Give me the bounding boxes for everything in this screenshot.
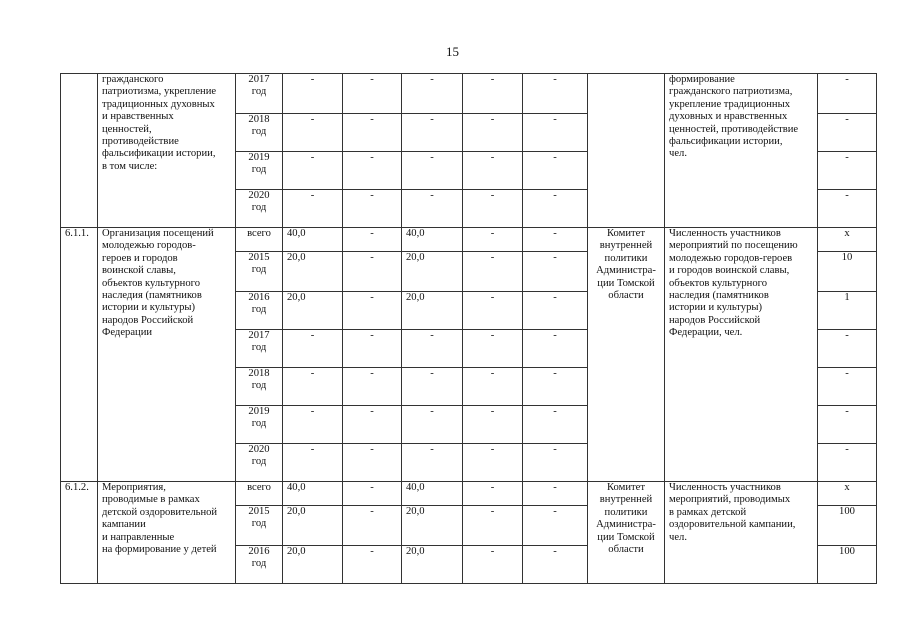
row-number: 6.1.2.: [61, 482, 98, 584]
indicator-value: -: [818, 406, 877, 444]
indicator-name: формирование гражданского патриотизма, укрепление традиционных духовных и нравственных ценностей, противодействие фальсификации истории, чел.: [665, 74, 818, 228]
funding-value: -: [343, 368, 402, 406]
funding-value: -: [463, 252, 523, 292]
funding-value: -: [463, 292, 523, 330]
indicator-value: -: [818, 368, 877, 406]
funding-value: -: [343, 506, 402, 546]
funding-value: -: [523, 482, 588, 506]
funding-value: -: [523, 74, 588, 114]
funding-value: -: [343, 546, 402, 584]
funding-value: -: [463, 368, 523, 406]
table-row: [61, 74, 877, 114]
year-cell: 2016 год: [236, 546, 283, 584]
funding-value: 20,0: [283, 292, 343, 330]
year-cell: 2018 год: [236, 368, 283, 406]
funding-value: -: [343, 482, 402, 506]
funding-value: -: [283, 368, 343, 406]
funding-value: -: [283, 444, 343, 482]
funding-value: -: [343, 252, 402, 292]
funding-value: -: [402, 368, 463, 406]
table-row: [61, 482, 877, 506]
program-table: [60, 73, 877, 584]
funding-value: -: [463, 546, 523, 584]
funding-value: 20,0: [402, 252, 463, 292]
year-cell: 2015 год: [236, 506, 283, 546]
funding-value: -: [343, 330, 402, 368]
year-cell: 2020 год: [236, 444, 283, 482]
indicator-value: -: [818, 190, 877, 228]
indicator-value: -: [818, 152, 877, 190]
funding-value: -: [523, 114, 588, 152]
year-cell: 2018 год: [236, 114, 283, 152]
indicator-value: 100: [818, 506, 877, 546]
indicator-value: 100: [818, 546, 877, 584]
page-number: 15: [446, 44, 459, 59]
funding-value: -: [463, 406, 523, 444]
funding-value: 40,0: [283, 482, 343, 506]
executor: [588, 74, 665, 228]
indicator-value: -: [818, 114, 877, 152]
funding-value: -: [343, 190, 402, 228]
funding-value: -: [463, 228, 523, 252]
year-cell: 2019 год: [236, 406, 283, 444]
funding-value: -: [463, 482, 523, 506]
funding-value: -: [343, 114, 402, 152]
executor: Комитет внутренней политики Администра- ции Томской области: [588, 482, 665, 584]
funding-value: -: [402, 74, 463, 114]
activity-name: Организация посещений молодежью городов- героев и городов воинской славы, объектов культурного наследия (памятников истории и культуры) народов Российской Федерации: [98, 228, 236, 482]
funding-value: 40,0: [402, 228, 463, 252]
funding-value: -: [463, 114, 523, 152]
indicator-value: 1: [818, 292, 877, 330]
funding-value: -: [283, 406, 343, 444]
funding-value: -: [523, 330, 588, 368]
funding-value: -: [402, 152, 463, 190]
funding-value: 40,0: [283, 228, 343, 252]
indicator-name: Численность участников мероприятий по посещению молодежью городов-героев и городов воинской славы, объектов культурного наследия (памятников истории и культуры) народов Российской Федерации, чел.: [665, 228, 818, 482]
funding-value: -: [463, 152, 523, 190]
funding-value: -: [523, 444, 588, 482]
table-row: [61, 228, 877, 252]
year-cell: 2019 год: [236, 152, 283, 190]
funding-value: -: [523, 368, 588, 406]
activity-name: гражданского патриотизма, укрепление традиционных духовных и нравственных ценностей, противодействие фальсификации истории, в том числе:: [98, 74, 236, 228]
funding-value: 20,0: [283, 252, 343, 292]
year-cell: 2017 год: [236, 330, 283, 368]
funding-value: -: [283, 114, 343, 152]
funding-value: -: [523, 152, 588, 190]
funding-value: -: [523, 506, 588, 546]
funding-value: -: [463, 190, 523, 228]
funding-value: -: [283, 74, 343, 114]
funding-value: -: [283, 152, 343, 190]
funding-value: -: [283, 190, 343, 228]
funding-value: 20,0: [402, 292, 463, 330]
indicator-value: х: [818, 482, 877, 506]
funding-value: -: [343, 292, 402, 330]
funding-value: 20,0: [283, 506, 343, 546]
funding-value: -: [523, 406, 588, 444]
indicator-value: -: [818, 330, 877, 368]
row-number: [61, 74, 98, 228]
funding-value: -: [343, 74, 402, 114]
year-cell: 2020 год: [236, 190, 283, 228]
year-cell: всего: [236, 482, 283, 506]
funding-value: -: [402, 444, 463, 482]
year-cell: всего: [236, 228, 283, 252]
indicator-value: 10: [818, 252, 877, 292]
indicator-value: -: [818, 74, 877, 114]
funding-value: -: [343, 228, 402, 252]
year-cell: 2015 год: [236, 252, 283, 292]
indicator-name: Численность участников мероприятий, проводимых в рамках детской оздоровительной кампании, чел.: [665, 482, 818, 584]
funding-value: -: [463, 506, 523, 546]
funding-value: 20,0: [402, 506, 463, 546]
funding-value: -: [402, 190, 463, 228]
funding-value: -: [463, 330, 523, 368]
funding-value: -: [343, 406, 402, 444]
funding-value: -: [283, 330, 343, 368]
funding-value: -: [523, 228, 588, 252]
funding-value: -: [402, 330, 463, 368]
funding-value: -: [523, 292, 588, 330]
year-cell: 2017 год: [236, 74, 283, 114]
table-body: [61, 74, 877, 584]
funding-value: -: [523, 546, 588, 584]
indicator-value: -: [818, 444, 877, 482]
year-cell: 2016 год: [236, 292, 283, 330]
funding-value: -: [402, 406, 463, 444]
funding-value: 20,0: [283, 546, 343, 584]
indicator-value: х: [818, 228, 877, 252]
funding-value: -: [343, 444, 402, 482]
row-number: 6.1.1.: [61, 228, 98, 482]
executor: Комитет внутренней политики Администра- ции Томской области: [588, 228, 665, 482]
funding-value: 40,0: [402, 482, 463, 506]
funding-value: -: [343, 152, 402, 190]
funding-value: -: [463, 74, 523, 114]
funding-value: -: [523, 252, 588, 292]
funding-value: -: [523, 190, 588, 228]
activity-name: Мероприятия, проводимые в рамках детской оздоровительной кампании и направленные на формирование у детей: [98, 482, 236, 584]
funding-value: 20,0: [402, 546, 463, 584]
funding-value: -: [402, 114, 463, 152]
funding-value: -: [463, 444, 523, 482]
